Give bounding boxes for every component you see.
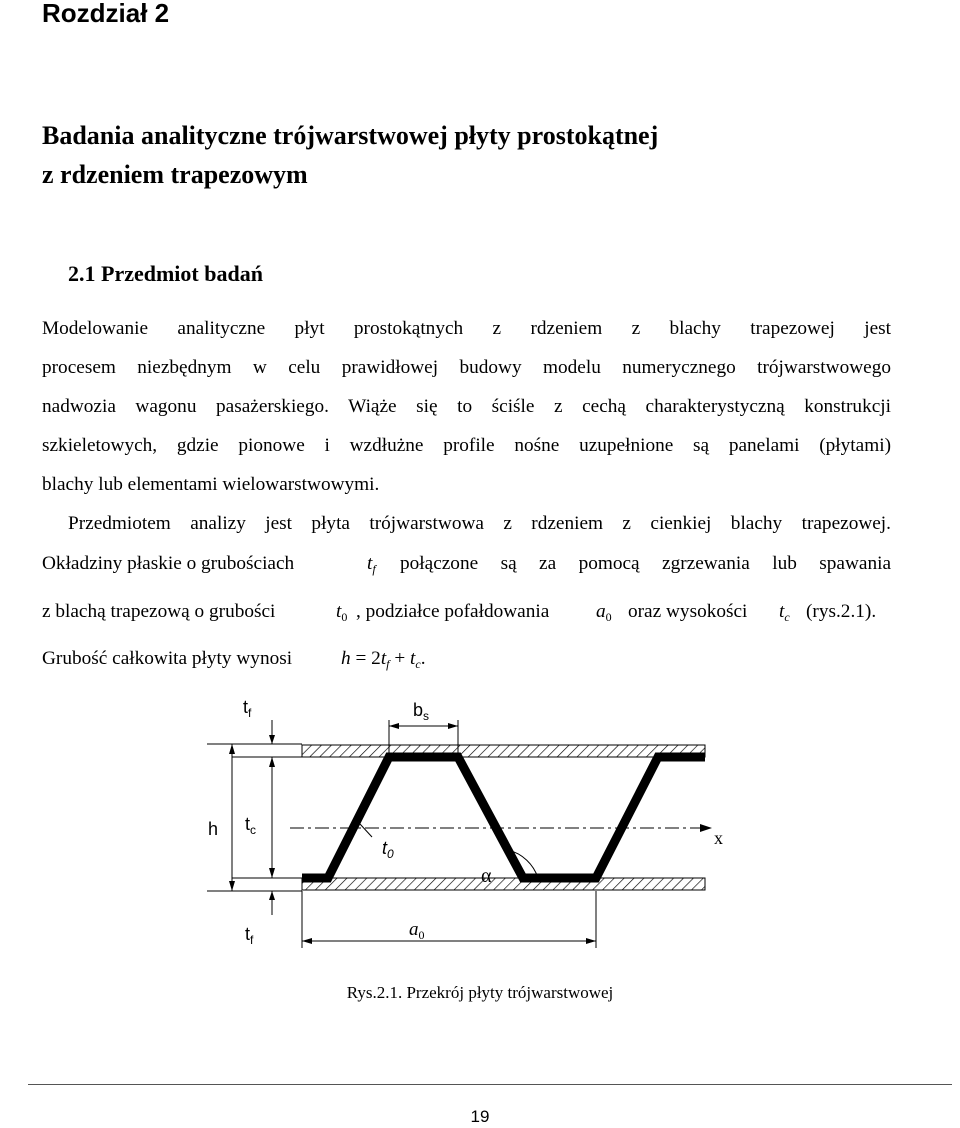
paragraph2-line-3-part-1: z blachą trapezową o grubości [42, 601, 276, 622]
chapter-title-line-2: z rdzeniem trapezowym [42, 160, 308, 189]
chapter-heading: Rozdział 2 [42, 0, 170, 28]
figure-caption: Rys.2.1. Przekrój płyty trójwarstwowej [346, 983, 614, 1002]
paragraph2-line-3-part-2: , podziałce pofałdowania [356, 601, 550, 622]
math-a0 [596, 601, 612, 625]
paragraph2-line-2-part-1: Okładziny płaskie o grubościach [42, 553, 295, 574]
formula-t1: t [380, 648, 387, 669]
math-tc-sub: c [784, 610, 790, 624]
math-tf-var: t [367, 553, 373, 574]
top-face-sheet [302, 745, 705, 757]
formula-eq: = 2 [355, 648, 381, 669]
chapter-title-line-1: Badania analityczne trójwarstwowej płyty prostokątnej [42, 121, 659, 150]
label-tf-top: $t_f$ [243, 697, 252, 720]
paragraph1-line-2: procesem niezbędnym w celu prawidłowej budowy modelu numerycznego trójwarstwowego [42, 357, 891, 378]
math-t0-sub: 0 [341, 610, 348, 624]
paragraph1-line-1: Modelowanie analityczne płyt prostokątnych z rdzeniem z blachy trapezowej jest [42, 318, 891, 339]
h-arrow-top [229, 744, 235, 754]
formula-t2: t [410, 648, 416, 669]
formula-sub2: c [415, 657, 421, 671]
paragraph2-line-4-text: Grubość całkowita płyty wynosi [42, 648, 293, 669]
label-h: h [208, 819, 219, 839]
page-number: 19 [470, 1107, 490, 1126]
tc-arrow-bottom [269, 868, 275, 878]
footer-rule [28, 1084, 952, 1085]
paragraph1-line-5: blachy lub elementami wielowarstwowymi. [42, 474, 380, 495]
paragraph2-line-1: Przedmiotem analizy jest płyta trójwarstwowa z rdzeniem z cienkiej blachy trapezowej. [68, 513, 891, 534]
paragraph2-line-3-part-4: (rys.2.1). [806, 601, 877, 622]
label-x: x [714, 828, 723, 848]
math-tf-sub: f [372, 562, 376, 576]
label-t0: $t_0$ [382, 838, 394, 861]
a0-arrow-right [586, 938, 596, 944]
bs-arrow-right [448, 723, 458, 729]
t0-leader [360, 824, 372, 837]
tf-bottom-arrow [269, 891, 275, 900]
math-a0-var: a [596, 601, 606, 622]
formula-period: . [420, 648, 426, 669]
h-arrow-bottom [229, 881, 235, 891]
paragraph1-line-4: szkieletowych, gdzie pionowe i wzdłużne profile nośne uzupełnione są panelami (płytami) [42, 435, 891, 456]
math-tc [779, 601, 790, 625]
math-tf [367, 553, 376, 577]
label-a0: $a_0$ [409, 919, 425, 942]
paragraph2-line-2-part-2: połączone są za pomocą zgrzewania lub spawania [400, 553, 891, 574]
tc-arrow-top [269, 757, 275, 767]
x-axis-arrow [700, 824, 712, 832]
label-tf-bottom: $t_f$ [245, 924, 254, 947]
total-thickness-formula [341, 648, 426, 672]
formula-h: h [341, 648, 351, 669]
sandwich-plate-cross-section-figure [0, 690, 960, 970]
math-t0-var: t [336, 601, 342, 622]
label-bs: $b_s$ [413, 700, 430, 723]
paragraph1-line-3: nadwozia wagonu pasażerskiego. Wiąże się to ściśle z cechą charakterystyczną konstrukcji [42, 396, 891, 417]
formula-plus: + [394, 648, 406, 669]
trapezoidal-core [302, 757, 705, 878]
formula-sub1: f [386, 657, 390, 671]
tf-top-arrow [269, 735, 275, 744]
label-alpha: α [481, 865, 492, 887]
bottom-face-sheet [302, 878, 705, 890]
math-t0 [336, 601, 347, 625]
bs-arrow-left [389, 723, 399, 729]
label-tc: $t_c$ [245, 814, 257, 837]
section-heading: 2.1 Przedmiot badań [68, 261, 263, 286]
paragraph2-line-3-part-3: oraz wysokości [628, 601, 748, 622]
a0-arrow-left [302, 938, 312, 944]
math-a0-sub: 0 [605, 610, 612, 624]
math-tc-var: t [779, 601, 785, 622]
